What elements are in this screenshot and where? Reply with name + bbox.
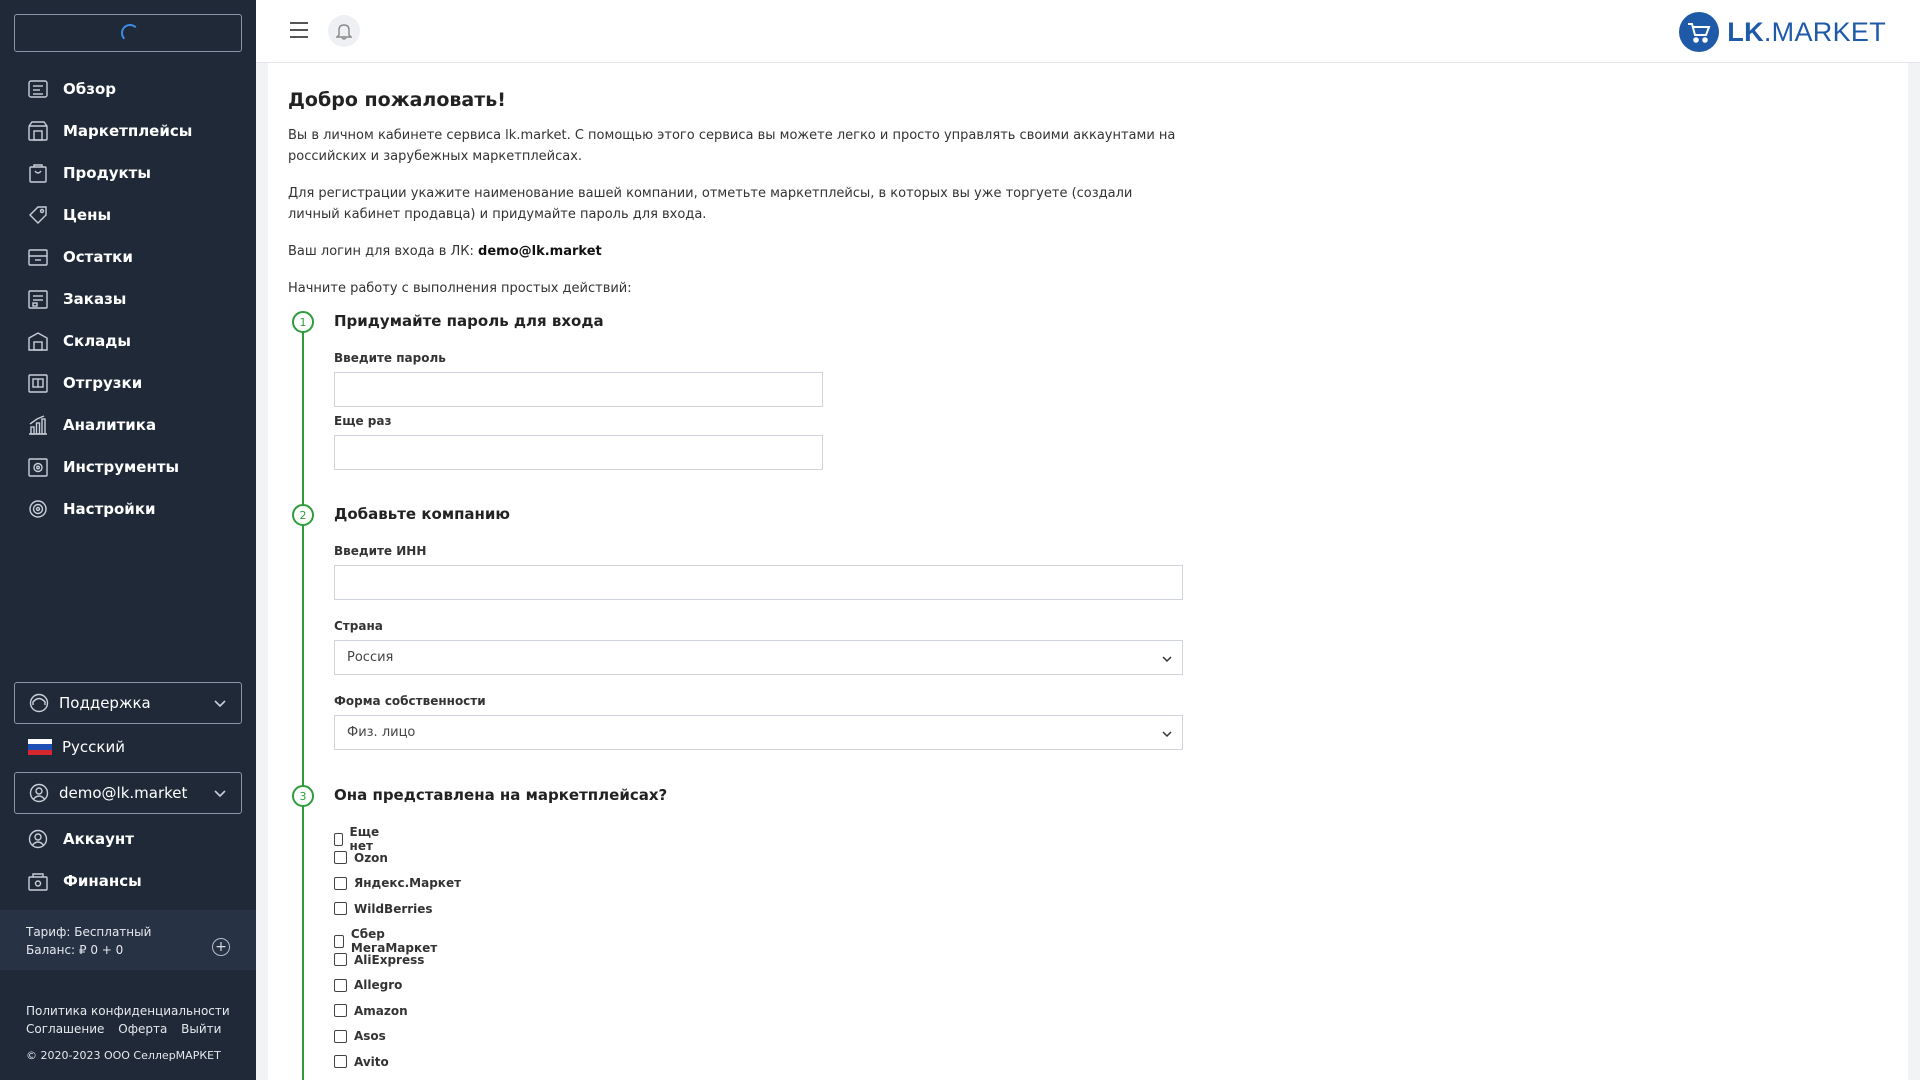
nav-item-orders[interactable] <box>0 278 256 320</box>
prices-tag-icon <box>26 203 50 227</box>
password-repeat-input[interactable] <box>334 435 823 470</box>
ownership-label: Форма собственности <box>334 694 486 708</box>
loading-box <box>14 14 242 52</box>
nav-label: Аккаунт <box>63 830 134 848</box>
nav-label: Отгрузки <box>63 374 143 392</box>
marketplace-checkbox[interactable]: Яндекс.Маркет <box>334 876 461 890</box>
intro-text: Вы в личном кабинете сервиса lk.market. С помощью этого сервиса вы можете легко и просто управлять своими аккаунтами на российских и зарубежных маркетплейсах. <box>288 128 1176 164</box>
marketplace-checkbox[interactable]: Asos <box>334 1029 386 1043</box>
nav-item-analytics[interactable] <box>0 404 256 446</box>
user-email-label: demo@lk.market <box>59 784 188 802</box>
account-icon <box>26 827 50 851</box>
welcome-section <box>288 89 1188 315</box>
nav-label: Аналитика <box>63 416 157 434</box>
step-number: 3 <box>292 785 314 807</box>
login-value: demo@lk.market <box>478 244 602 259</box>
nav-item-finance[interactable] <box>0 860 256 902</box>
step-title: Добавьте компанию <box>334 505 511 523</box>
tariff-label: Тариф: Бесплатный <box>26 925 152 939</box>
user-avatar-icon <box>27 781 51 805</box>
nav-item-prices[interactable] <box>0 194 256 236</box>
nav-label: Продукты <box>63 164 151 182</box>
nav-item-products[interactable] <box>0 152 256 194</box>
inn-label: Введите ИНН <box>334 544 427 558</box>
step-number: 2 <box>292 504 314 526</box>
privacy-policy-link[interactable]: Политика конфиденциальности <box>26 1004 230 1018</box>
offer-link[interactable]: Оферта <box>118 1022 168 1036</box>
language-label: Русский <box>62 738 125 756</box>
password-repeat-label: Еще раз <box>334 414 392 428</box>
checkbox-box[interactable] <box>334 851 347 864</box>
country-select[interactable] <box>334 640 1183 675</box>
notifications-bell-icon[interactable] <box>328 15 360 47</box>
nav-item-marketplaces[interactable] <box>0 110 256 152</box>
menu-burger-icon[interactable] <box>290 22 308 38</box>
marketplace-checkbox[interactable]: Сбер МегаМаркет <box>334 927 440 955</box>
nav-item-settings[interactable] <box>0 488 256 530</box>
main-nav <box>0 68 256 530</box>
nav-item-shipments[interactable] <box>0 362 256 404</box>
marketplace-checkbox[interactable]: WildBerries <box>334 902 433 916</box>
support-headset-icon <box>27 691 51 715</box>
marketplace-checkbox[interactable]: Ozon <box>334 851 388 865</box>
country-label: Страна <box>334 619 383 633</box>
main-content <box>268 63 1908 1080</box>
nav-item-stock[interactable] <box>0 236 256 278</box>
password-input[interactable] <box>334 372 823 407</box>
marketplaces-icon <box>26 119 50 143</box>
copyright: © 2020-2023 ООО СеллерМАРКЕТ <box>26 1049 221 1062</box>
sidebar <box>0 0 256 1080</box>
nav-label: Инструменты <box>63 458 180 476</box>
chevron-down-icon <box>213 699 231 708</box>
steps-timeline <box>302 327 304 1080</box>
step-title: Придумайте пароль для входа <box>334 312 604 330</box>
analytics-chart-icon <box>26 413 50 437</box>
registration-text: Для регистрации укажите наименование вашей компании, отметьте маркетплейсы, в которых вы уже торгуете (создали личный кабинет продавца) и придумайте пароль для входа. <box>288 186 1133 222</box>
chevron-down-icon <box>213 789 231 798</box>
step-title: Она представлена на маркетплейсах? <box>334 786 668 804</box>
nav-item-warehouses[interactable] <box>0 320 256 362</box>
start-text: Начните работу с выполнения простых действий: <box>288 281 632 296</box>
login-text: Ваш логин для входа в ЛК: demo@lk.market <box>288 244 602 259</box>
orders-icon <box>26 287 50 311</box>
add-balance-plus-icon[interactable]: + <box>212 938 230 956</box>
marketplace-checkbox[interactable]: Allegro <box>334 978 402 992</box>
shipments-icon <box>26 371 50 395</box>
nav-label: Финансы <box>63 872 142 890</box>
account-nav <box>0 818 256 902</box>
support-label: Поддержка <box>59 694 151 712</box>
nav-item-overview[interactable] <box>0 68 256 110</box>
support-dropdown[interactable] <box>14 682 242 724</box>
balance-label: Баланс: ₽ 0 + 0 <box>26 943 124 957</box>
checkbox-box[interactable] <box>334 1055 347 1068</box>
overview-icon <box>26 77 50 101</box>
password-label: Введите пароль <box>334 351 446 365</box>
marketplace-checkbox[interactable]: AliExpress <box>334 953 424 967</box>
nav-label: Обзор <box>63 80 116 98</box>
top-header <box>256 0 1920 63</box>
nav-label: Заказы <box>63 290 127 308</box>
checkbox-box[interactable] <box>334 833 343 846</box>
nav-label: Цены <box>63 206 112 224</box>
logout-link[interactable]: Выйти <box>181 1022 222 1036</box>
country-value: Россия <box>347 650 394 665</box>
finance-icon <box>26 869 50 893</box>
inn-input[interactable] <box>334 565 1183 600</box>
checkbox-box[interactable] <box>334 877 347 890</box>
nav-label: Склады <box>63 332 131 350</box>
ownership-value: Физ. лицо <box>347 725 416 740</box>
checkbox-box[interactable] <box>334 1030 347 1043</box>
checkbox-box[interactable] <box>334 902 347 915</box>
chevron-down-icon <box>1162 727 1172 742</box>
logo-text: LK.MARKET <box>1727 16 1886 47</box>
settings-gear-icon <box>26 497 50 521</box>
nav-label: Остатки <box>63 248 133 266</box>
tools-icon <box>26 455 50 479</box>
checkbox-box[interactable] <box>334 1004 347 1017</box>
page-title: Добро пожаловать! <box>288 89 506 111</box>
nav-label: Маркетплейсы <box>63 122 193 140</box>
warehouse-icon <box>26 329 50 353</box>
products-icon <box>26 161 50 185</box>
russia-flag-icon <box>28 739 52 755</box>
nav-item-tools[interactable] <box>0 446 256 488</box>
page-gutter <box>1908 63 1920 1080</box>
user-dropdown[interactable] <box>14 772 242 814</box>
nav-label: Настройки <box>63 500 156 518</box>
checkbox-box[interactable] <box>334 953 347 966</box>
checkbox-box[interactable] <box>334 935 344 948</box>
chevron-down-icon <box>1162 652 1172 667</box>
loading-spinner-icon <box>121 24 139 42</box>
marketplace-checkbox[interactable]: Еще нет <box>334 825 384 853</box>
nav-item-account[interactable] <box>0 818 256 860</box>
sidebar-footer <box>26 1002 240 1065</box>
ownership-select[interactable] <box>334 715 1183 750</box>
step-number: 1 <box>292 311 314 333</box>
marketplace-checkbox[interactable]: Avito <box>334 1055 389 1069</box>
checkbox-box[interactable] <box>334 979 347 992</box>
marketplace-checkbox[interactable]: Amazon <box>334 1004 408 1018</box>
stock-icon <box>26 245 50 269</box>
shopping-cart-logo-icon <box>1679 12 1719 52</box>
language-selector[interactable] <box>28 738 125 756</box>
tariff-panel <box>0 910 256 970</box>
agreement-link[interactable]: Соглашение <box>26 1022 105 1036</box>
lk-market-logo[interactable] <box>1679 12 1886 52</box>
